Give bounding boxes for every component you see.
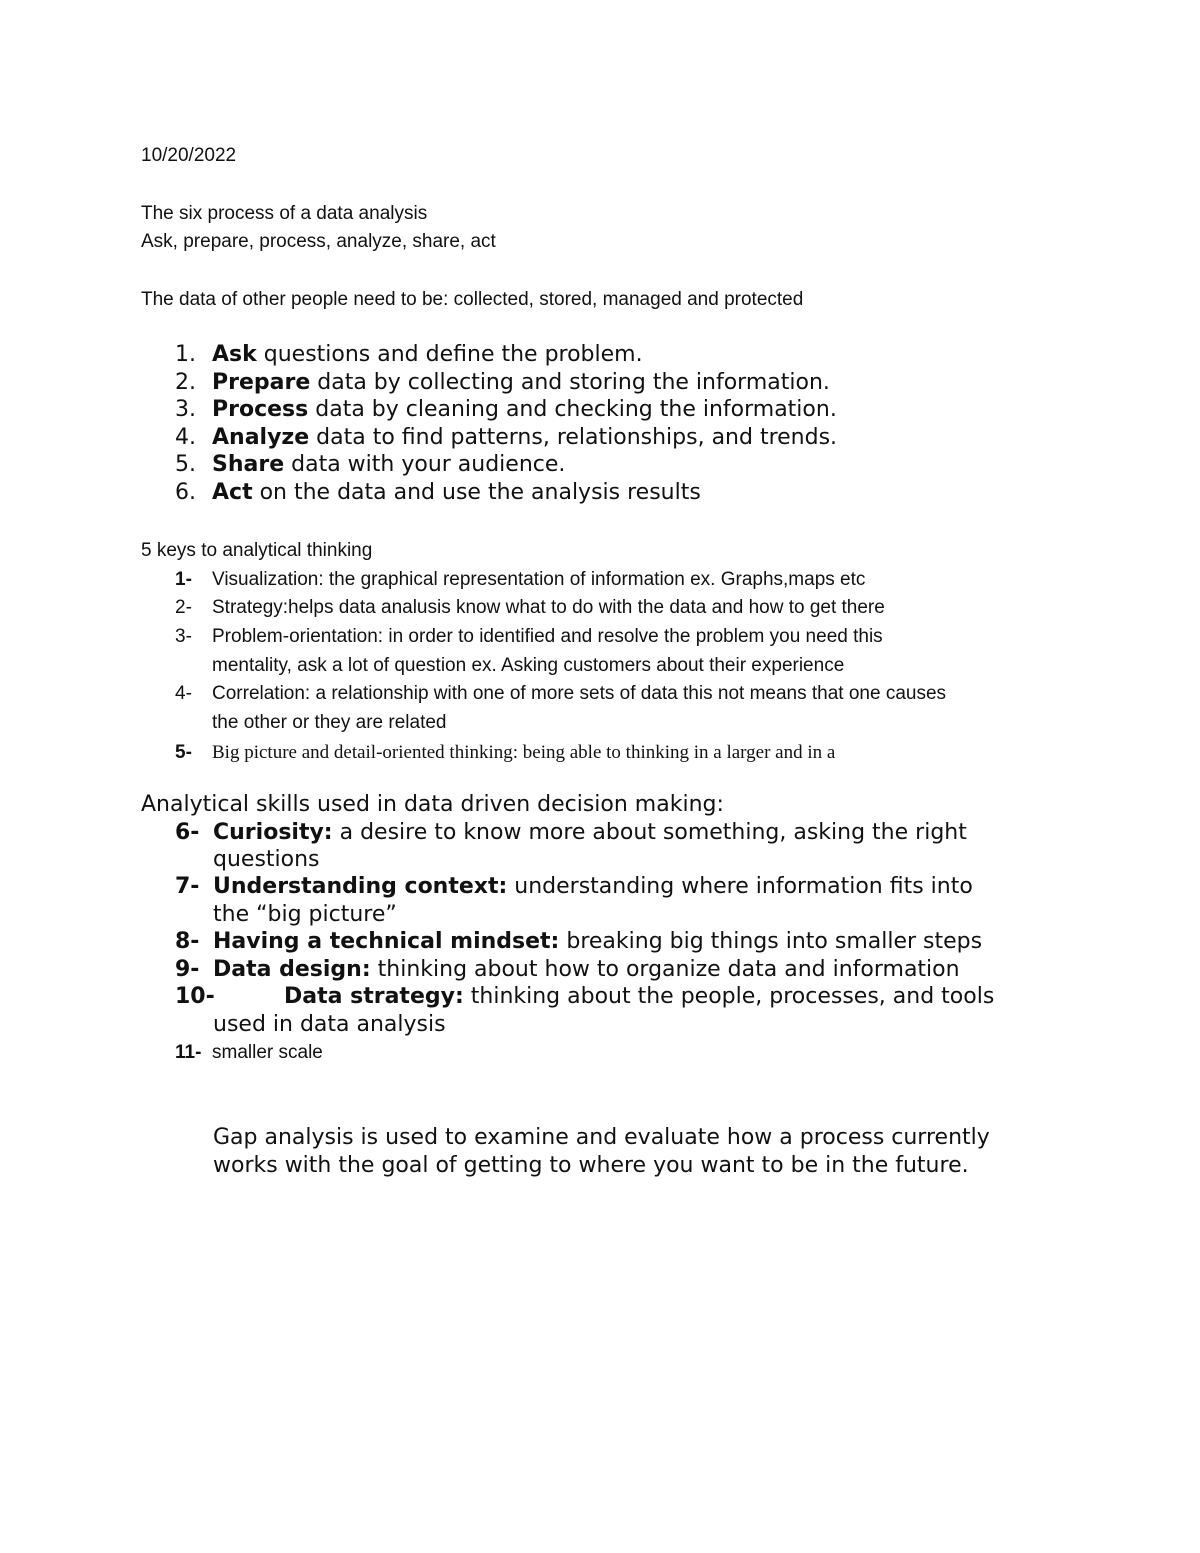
intro-data-note: The data of other people need to be: collected, stored, managed and protected <box>141 289 804 310</box>
step-text: data to find patterns, relationships, and trends. <box>309 425 838 450</box>
keys-heading: 5 keys to analytical thinking <box>141 540 373 561</box>
key-text: Problem-orientation: in order to identified and resolve the problem you need this <box>212 626 883 647</box>
step-keyword: Analyze <box>212 425 310 450</box>
list-number: 2- <box>175 597 192 618</box>
key-text-continued: mentality, ask a lot of question ex. Asking customers about their experience <box>212 655 845 676</box>
skill-keyword: Data strategy: <box>284 984 464 1009</box>
list-number: 11- <box>175 1042 202 1063</box>
skill-text: smaller scale <box>212 1042 323 1063</box>
key-text-continued: the other or they are related <box>212 712 447 733</box>
step-keyword: Process <box>212 397 309 422</box>
skill-keyword: Data design: <box>213 957 371 982</box>
list-number: 5- <box>175 742 192 763</box>
gap-analysis-line-1: Gap analysis is used to examine and evaluate how a process currently <box>213 1125 990 1150</box>
gap-analysis-line-2: works with the goal of getting to where you want to be in the future. <box>213 1153 969 1178</box>
skill-text: breaking big things into smaller steps <box>559 929 983 954</box>
skill-keyword: Curiosity: <box>213 820 333 845</box>
list-number: 10- <box>175 984 215 1009</box>
skill-keyword: Having a technical mindset: <box>213 929 560 954</box>
list-number: 6. <box>175 480 196 505</box>
step-text: questions and define the problem. <box>256 342 643 367</box>
skill-text-continued: questions <box>213 847 320 872</box>
skills-heading: Analytical skills used in data driven decision making: <box>141 792 724 817</box>
step-keyword: Ask <box>212 342 257 367</box>
list-number: 3- <box>175 626 192 647</box>
list-number: 9- <box>175 957 200 982</box>
skill-text-continued: the “big picture” <box>213 902 397 927</box>
step-text: data by cleaning and checking the information. <box>308 397 837 422</box>
skill-keyword: Understanding context: <box>213 874 508 899</box>
intro-steps-summary: Ask, prepare, process, analyze, share, act <box>141 231 496 252</box>
key-text: Big picture and detail-oriented thinking: being able to thinking in a larger and in a <box>212 742 836 763</box>
key-text: Correlation: a relationship with one of more sets of data this not means that one causes <box>212 683 947 704</box>
list-number: 8- <box>175 929 200 954</box>
list-number: 3. <box>175 397 196 422</box>
list-number: 6- <box>175 820 200 845</box>
list-number: 1- <box>175 569 192 590</box>
skill-text-continued: used in data analysis <box>213 1012 446 1037</box>
step-text: data by collecting and storing the information. <box>310 370 830 395</box>
skill-text: thinking about the people, processes, and tools <box>463 984 995 1009</box>
step-keyword: Share <box>212 452 285 477</box>
list-number: 4. <box>175 425 196 450</box>
list-number: 7- <box>175 874 200 899</box>
skill-text: understanding where information fits into <box>507 874 973 899</box>
skill-text: a desire to know more about something, asking the right <box>332 820 967 845</box>
document-date: 10/20/2022 <box>141 145 237 166</box>
step-text: data with your audience. <box>284 452 566 477</box>
step-keyword: Act <box>212 480 253 505</box>
skill-text: thinking about how to organize data and information <box>370 957 960 982</box>
list-number: 2. <box>175 370 196 395</box>
list-number: 1. <box>175 342 196 367</box>
list-number: 4- <box>175 683 192 704</box>
key-text: Strategy:helps data analusis know what to do with the data and how to get there <box>212 597 885 618</box>
list-number: 5. <box>175 452 196 477</box>
step-text: on the data and use the analysis results <box>252 480 701 505</box>
intro-title: The six process of a data analysis <box>141 203 428 224</box>
key-text: Visualization: the graphical representation of information ex. Graphs,maps etc <box>212 569 866 590</box>
step-keyword: Prepare <box>212 370 311 395</box>
